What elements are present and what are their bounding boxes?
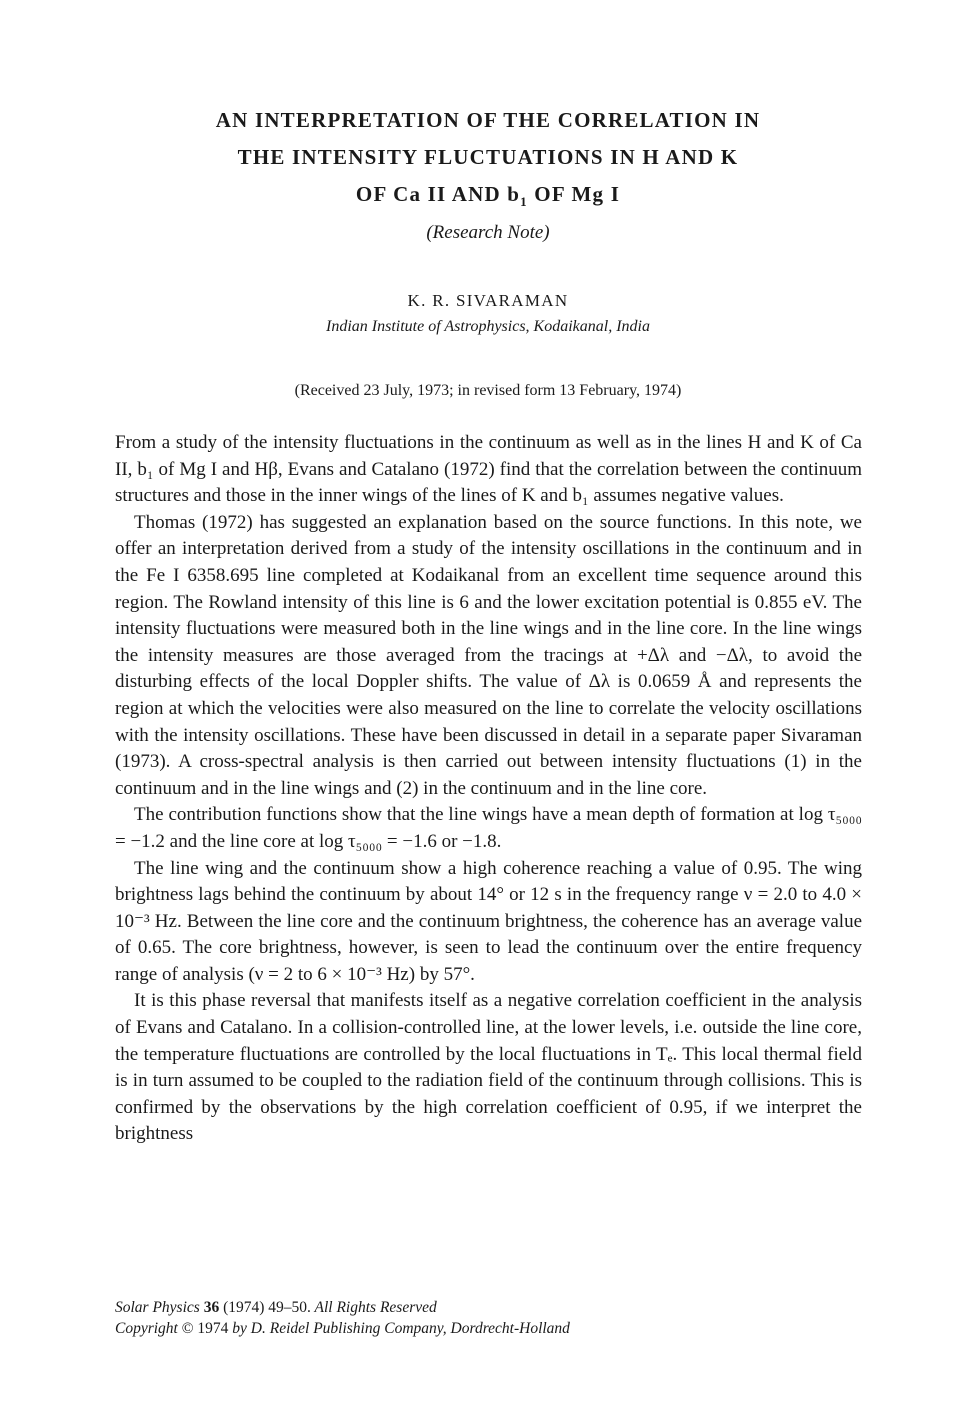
author: K. R. SIVARAMAN [407,291,569,310]
rights-statement: All Rights Reserved [314,1299,437,1316]
title-line-3-pre: OF Ca [355,182,422,206]
copyright-line [115,1318,875,1339]
paragraph-1: From a study of the intensity fluctuations in the continuum as well as in the lines H and K of Ca II, b₁ of Mg I and Hβ, Evans and Catalano (1972) find that the correlation between the continuum structures and those in the inner wings of the lines of K and b₁ assumes negative values. [115,432,862,507]
ca-ionization: II [427,182,447,206]
publisher: by D. Reidel Publishing Company, Dordrecht-Holland [232,1320,570,1337]
paragraph-5: It is this phase reversal that manifests itself as a negative correlation coefficient in the analysis of Evans and Catalano. In a collision-controlled line, at the lower levels, i.e. outside the line core, the temperature fluctuations are controlled by the local fluctuations in Tₑ. This local thermal field is in turn assumed to be coupled to the radiation field of the continuum through collisions. This is confirmed by the observations by the high correlation coefficient of 0.95, if we interpret the brightness [115,990,862,1145]
b1-subscript: 1 [520,194,528,210]
paragraph-3: The contribution functions show that the line wings have a mean depth of formation at log τ₅₀₀₀ = −1.2 and the line core at log τ₅₀₀₀ = −1.6 or −1.8. [115,804,862,852]
title-line-2: THE INTENSITY FLUCTUATIONS IN H AND K [237,145,739,169]
journal-year-pages: (1974) 49–50. [223,1299,311,1316]
title-line-3-post: OF Mg [527,182,605,206]
journal-volume: 36 [203,1299,220,1316]
journal-name: Solar Physics [115,1299,200,1316]
copyright-year: 1974 [197,1320,229,1337]
title-line-3 [0,182,976,210]
copyright-word: Copyright [115,1320,178,1337]
title-line-3-mid: AND b [446,182,521,206]
title-line-1: AN INTERPRETATION OF THE CORRELATION IN [215,108,761,132]
mg-ionization: I [610,182,621,206]
affiliation: Indian Institute of Astrophysics, Kodaikanal, India [326,318,650,335]
paragraph-4: The line wing and the continuum show a high coherence reaching a value of 0.95. The wing brightness lags behind the continuum by about 14° or 12 s in the frequency range ν = 2.0 to 4.0 × 10⁻³ Hz. Between the line core and the continuum brightness, the coherence has an average value of 0.65. The core brightness, however, is seen to lead the continuum over the entire frequency range of analysis (ν = 2 to 6 × 10⁻³ Hz) by 57°. [115,857,862,985]
subtitle: (Research Note) [426,222,550,243]
footer [115,1297,875,1339]
received-date: (Received 23 July, 1973; in revised form 13 February, 1974) [294,382,682,399]
body-text [115,430,862,1148]
paragraph-2: Thomas (1972) has suggested an explanation based on the source functions. In this note, we offer an interpretation derived from a study of the intensity oscillations in the continuum and in the Fe I 6358.695 line completed at Kodaikanal from an excellent time sequence around this region. The Rowland intensity of this line is 6 and the lower excitation potential is 0.855 eV. The intensity fluctuations were measured both in the line wings and in the line core. In the line wings the intensity measures are those averaged from the tracings at +Δλ and −Δλ, to avoid the disturbing effects of the local Doppler shifts. The value of Δλ is 0.0659 Å and represents the region at which the velocities were also measured on the line to correlate the velocity oscillations with the intensity oscillations. These have been discussed in detail in a separate paper Sivaraman (1973). A cross-spectral analysis is then carried out between intensity fluctuations (1) in the continuum and in the line wings and (2) in the continuum and in the line core. [115,511,862,799]
journal-citation [115,1297,875,1318]
copyright-symbol: © [181,1320,194,1337]
